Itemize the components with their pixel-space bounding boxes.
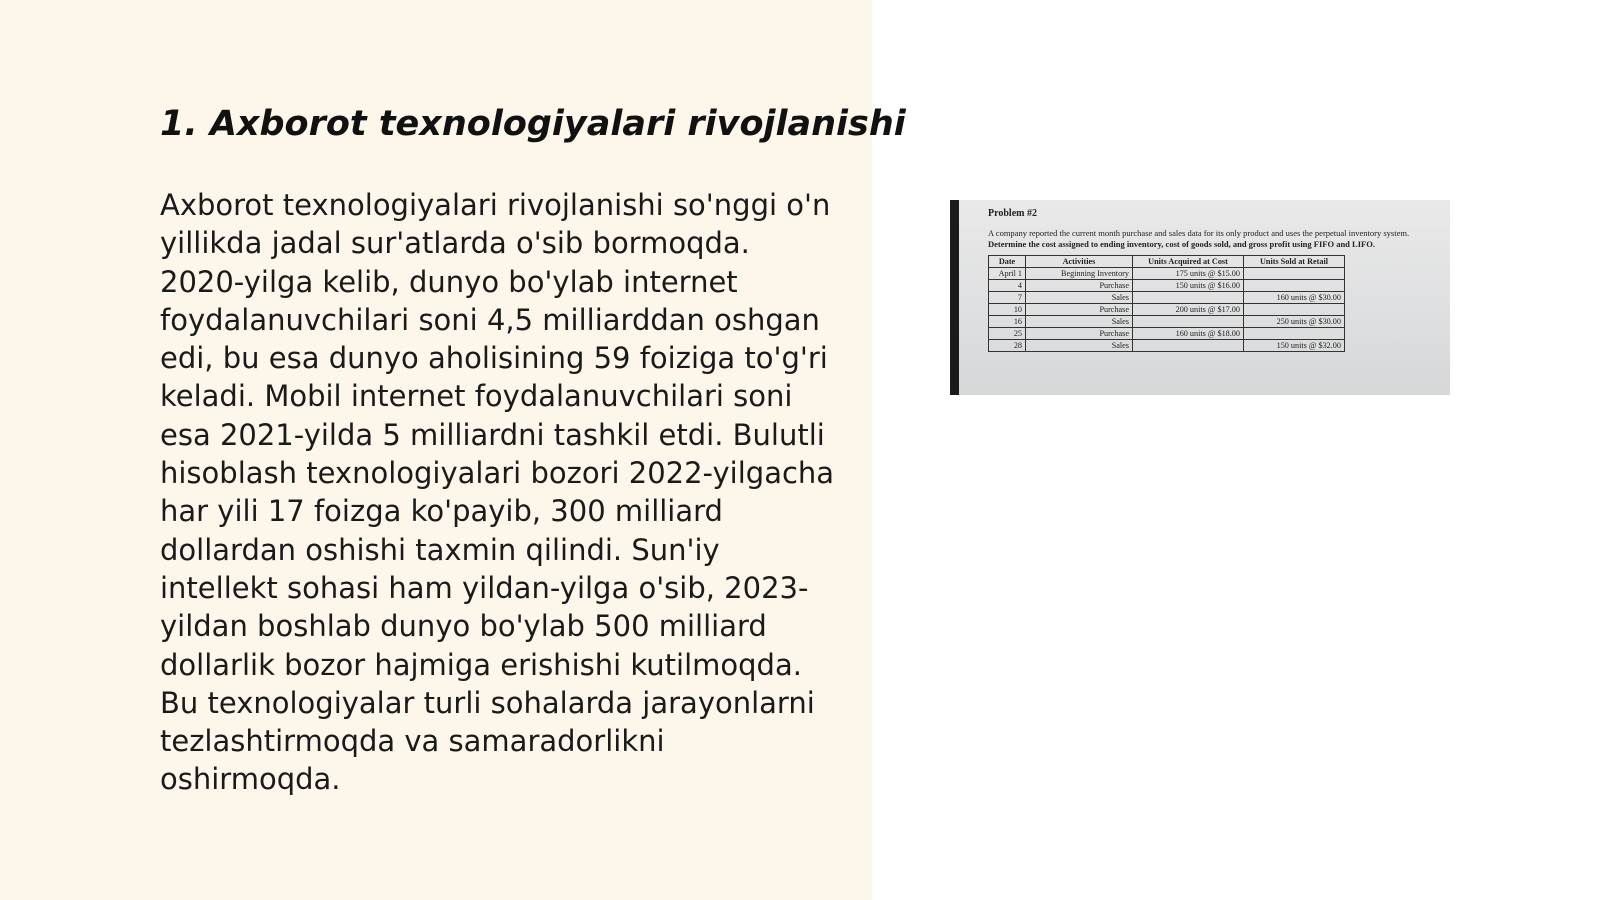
inventory-table-body bbox=[989, 268, 1345, 352]
cell-activity: Purchase bbox=[1026, 280, 1133, 292]
problem-text-bold: Determine the cost assigned to ending inventory, cost of goods sold, and gross profit using FIFO and LIFO. bbox=[988, 238, 1375, 249]
table-row bbox=[989, 268, 1345, 280]
cell-sold bbox=[1244, 328, 1345, 340]
table-row bbox=[989, 292, 1345, 304]
cell-sold: 250 units @ $30.00 bbox=[1244, 316, 1345, 328]
table-row bbox=[989, 280, 1345, 292]
slide-body-text: Axborot texnologiyalari rivojlanishi so'nggi o'n yillikda jadal sur'atlarda o'sib bormoqda. 2020-yilga kelib, dunyo bo'ylab internet foydalanuvchilari soni 4,5 milliarddan oshgan edi, bu esa dunyo aholisining 59 foiziga to'g'ri keladi. Mobil internet foydalanuvchilari soni esa 2021-yilda 5 milliardni tashkil etdi. Bulutli hisoblash texnologiyalari bozori 2022-yilgacha har yili 17 foizga ko'payib, 300 milliard dollardan oshishi taxmin qilindi. Sun'iy intellekt sohasi ham yildan-yilga o'sib, 2023-yildan boshlab dunyo bo'ylab 500 milliard dollarlik bozor hajmiga erishishi kutilmoqda. Bu texnologiyalar turli sohalarda jarayonlarni tezlashtirmoqda va samaradorlikni oshirmoqda. bbox=[160, 188, 835, 797]
cell-sold bbox=[1244, 280, 1345, 292]
table-row bbox=[989, 328, 1345, 340]
cell-acquired bbox=[1133, 340, 1244, 352]
cell-activity: Purchase bbox=[1026, 328, 1133, 340]
cell-date: 7 bbox=[989, 292, 1026, 304]
table-row bbox=[989, 340, 1345, 352]
cell-date: 25 bbox=[989, 328, 1026, 340]
cell-acquired: 160 units @ $18.00 bbox=[1133, 328, 1244, 340]
problem-description bbox=[988, 228, 1428, 249]
cell-acquired: 150 units @ $16.00 bbox=[1133, 280, 1244, 292]
cell-activity: Purchase bbox=[1026, 304, 1133, 316]
cell-sold bbox=[1244, 268, 1345, 280]
cell-activity: Sales bbox=[1026, 316, 1133, 328]
cell-activity: Sales bbox=[1026, 340, 1133, 352]
header-units-sold: Units Sold at Retail bbox=[1244, 256, 1345, 268]
header-activities: Activities bbox=[1026, 256, 1133, 268]
header-units-acquired: Units Acquired at Cost bbox=[1133, 256, 1244, 268]
problem-photo bbox=[950, 200, 1450, 395]
cell-date: 28 bbox=[989, 340, 1026, 352]
cell-acquired bbox=[1133, 316, 1244, 328]
cell-activity: Sales bbox=[1026, 292, 1133, 304]
slide-title: 1. Axborot texnologiyalari rivojlanishi bbox=[160, 104, 906, 144]
cell-date: April 1 bbox=[989, 268, 1026, 280]
cell-sold: 160 units @ $30.00 bbox=[1244, 292, 1345, 304]
cell-activity: Beginning Inventory bbox=[1026, 268, 1133, 280]
inventory-table bbox=[988, 255, 1345, 352]
cell-acquired bbox=[1133, 292, 1244, 304]
cell-acquired: 175 units @ $15.00 bbox=[1133, 268, 1244, 280]
photo-dark-edge bbox=[950, 200, 959, 395]
cell-date: 10 bbox=[989, 304, 1026, 316]
cell-sold: 150 units @ $32.00 bbox=[1244, 340, 1345, 352]
table-row bbox=[989, 304, 1345, 316]
cell-date: 16 bbox=[989, 316, 1026, 328]
table-row bbox=[989, 316, 1345, 328]
inventory-table-header-row bbox=[989, 256, 1345, 268]
problem-sheet bbox=[988, 208, 1428, 352]
problem-title: Problem #2 bbox=[988, 208, 1037, 219]
cell-sold bbox=[1244, 304, 1345, 316]
cell-date: 4 bbox=[989, 280, 1026, 292]
problem-text-plain: A company reported the current month purchase and sales data for its only product and uses the perpetual inventory system. bbox=[988, 228, 1410, 238]
header-date: Date bbox=[989, 256, 1026, 268]
cell-acquired: 200 units @ $17.00 bbox=[1133, 304, 1244, 316]
